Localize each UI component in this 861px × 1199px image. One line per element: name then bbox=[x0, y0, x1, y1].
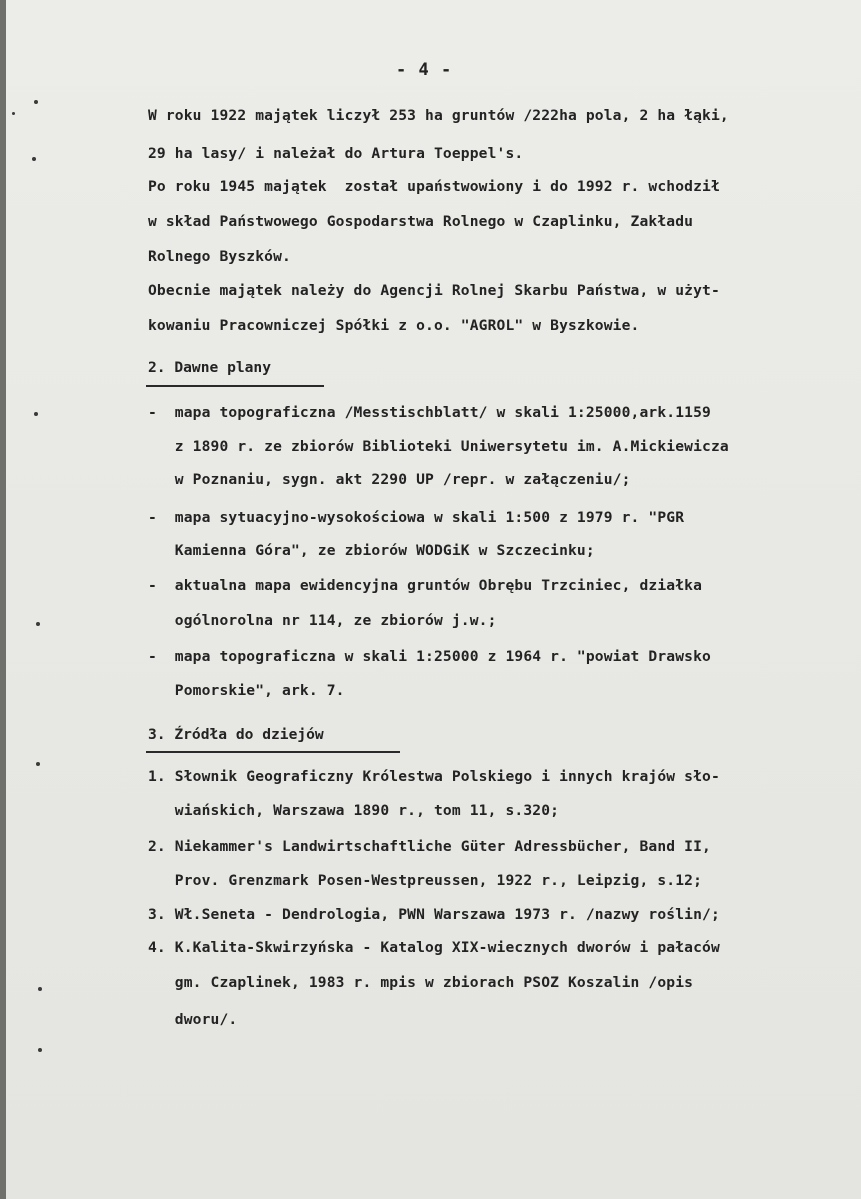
punch-mark bbox=[38, 1048, 42, 1052]
section-heading-zrodla: 3. Źródła do dziejów bbox=[148, 726, 324, 743]
source-list-line: 3. Wł.Seneta - Dendrologia, PWN Warszawa 1973 r. /nazwy roślin/; bbox=[148, 906, 720, 923]
section-underline bbox=[146, 385, 324, 387]
intro-line: W roku 1922 majątek liczył 253 ha gruntów /222ha pola, 2 ha łąki, bbox=[148, 107, 729, 124]
intro-line: w skład Państwowego Gospodarstwa Rolnego w Czaplinku, Zakładu bbox=[148, 213, 694, 230]
punch-mark bbox=[34, 100, 38, 104]
source-list-line: 2. Niekammer's Landwirtschaftliche Güter Adressbücher, Band II, bbox=[148, 838, 711, 855]
page-edge-shadow bbox=[0, 0, 6, 1199]
source-list-line: Prov. Grenzmark Posen-Westpreussen, 1922 r., Leipzig, s.12; bbox=[148, 872, 703, 889]
source-list-line: 1. Słownik Geograficzny Królestwa Polskiego i innych krajów sło- bbox=[148, 768, 720, 785]
source-list-line: wiańskich, Warszawa 1890 r., tom 11, s.320; bbox=[148, 802, 560, 819]
plan-list-line: Kamienna Góra", ze zbiorów WODGiK w Szczecinku; bbox=[148, 542, 595, 559]
plan-list-line: - mapa sytuacyjno-wysokościowa w skali 1:500 z 1979 r. "PGR bbox=[148, 509, 685, 526]
punch-mark bbox=[36, 762, 40, 766]
intro-line: Rolnego Byszków. bbox=[148, 248, 291, 265]
intro-line: Obecnie majątek należy do Agencji Rolnej Skarbu Państwa, w użyt- bbox=[148, 282, 720, 299]
section-heading-dawne-plany: 2. Dawne plany bbox=[148, 359, 272, 376]
source-list-line: gm. Czaplinek, 1983 r. mpis w zbiorach PSOZ Koszalin /opis bbox=[148, 974, 694, 991]
plan-list-line: Pomorskie", ark. 7. bbox=[148, 682, 345, 699]
punch-mark bbox=[38, 987, 42, 991]
punch-mark bbox=[32, 157, 36, 161]
punch-mark bbox=[36, 622, 40, 626]
intro-line: kowaniu Pracowniczej Spółki z o.o. "AGROL" w Byszkowie. bbox=[148, 317, 640, 334]
plan-list-line: ogólnorolna nr 114, ze zbiorów j.w.; bbox=[148, 612, 497, 629]
page-number: - 4 - bbox=[396, 60, 453, 80]
plan-list-line: - mapa topograficzna /Messtischblatt/ w skali 1:25000,ark.1159 bbox=[148, 404, 711, 421]
plan-list-line: - aktualna mapa ewidencyjna gruntów Obrębu Trzciniec, działka bbox=[148, 577, 703, 594]
intro-line: Po roku 1945 majątek został upaństwowiony i do 1992 r. wchodził bbox=[148, 178, 720, 195]
punch-mark bbox=[12, 112, 15, 115]
intro-line: 29 ha lasy/ i należał do Artura Toeppel's. bbox=[148, 145, 524, 162]
plan-list-line: w Poznaniu, sygn. akt 2290 UP /repr. w załączeniu/; bbox=[148, 471, 631, 488]
plan-list-line: - mapa topograficzna w skali 1:25000 z 1964 r. "powiat Drawsko bbox=[148, 648, 711, 665]
plan-list-line: z 1890 r. ze zbiorów Biblioteki Uniwersytetu im. A.Mickiewicza bbox=[148, 438, 729, 455]
source-list-line: dworu/. bbox=[148, 1011, 238, 1028]
section-underline bbox=[146, 751, 400, 753]
source-list-line: 4. K.Kalita-Skwirzyńska - Katalog XIX-wiecznych dworów i pałaców bbox=[148, 939, 720, 956]
punch-mark bbox=[34, 412, 38, 416]
